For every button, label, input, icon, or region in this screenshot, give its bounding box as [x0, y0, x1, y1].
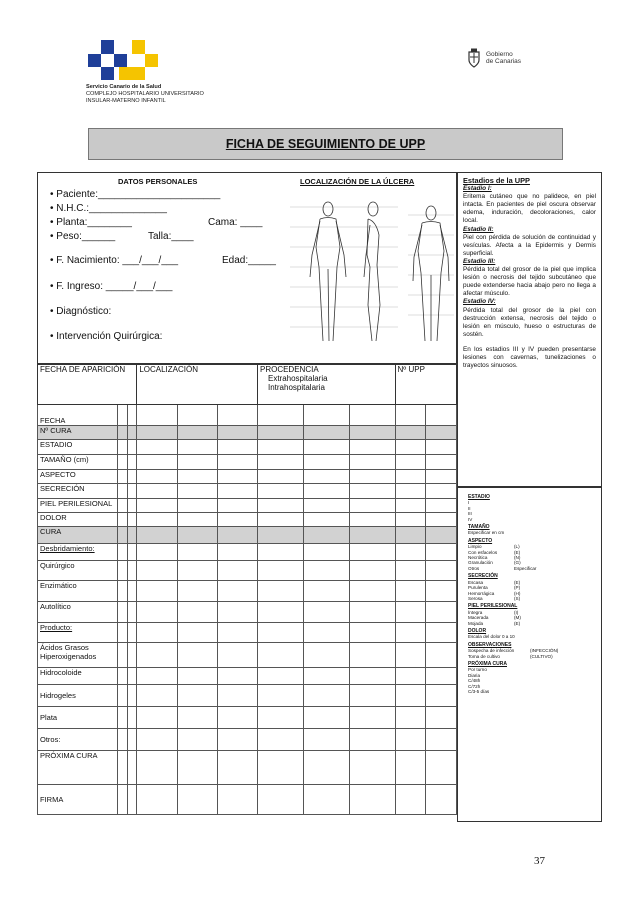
entry-cell[interactable]	[127, 426, 137, 440]
entry-cell[interactable]	[127, 544, 137, 561]
entry-cell[interactable]	[217, 668, 257, 685]
entry-cell[interactable]	[349, 470, 395, 484]
entry-cell[interactable]	[349, 729, 395, 751]
entry-cell[interactable]	[127, 455, 137, 470]
entry-cell[interactable]	[118, 668, 128, 685]
entry-cell[interactable]	[217, 685, 257, 707]
entry-cell[interactable]	[217, 581, 257, 602]
entry-cell[interactable]	[177, 513, 217, 527]
entry-cell[interactable]	[303, 668, 349, 685]
entry-cell[interactable]	[118, 440, 128, 455]
table-row	[38, 405, 457, 426]
entry-cell[interactable]	[137, 484, 177, 499]
entry-cell[interactable]	[137, 405, 177, 426]
entry-cell[interactable]	[395, 426, 426, 440]
table-row	[38, 470, 457, 484]
entry-cell[interactable]	[127, 729, 137, 751]
entry-cell[interactable]	[303, 455, 349, 470]
row-label: Quirúrgico	[38, 561, 118, 581]
entry-cell[interactable]	[217, 426, 257, 440]
entry-cell[interactable]	[137, 785, 177, 815]
entry-cell[interactable]	[127, 785, 137, 815]
row-label: ASPECTO	[38, 470, 118, 484]
table-row	[38, 729, 457, 751]
entry-cell[interactable]	[127, 440, 137, 455]
entry-cell[interactable]	[257, 484, 303, 499]
row-label: FIRMA	[38, 785, 118, 815]
entry-cell[interactable]	[395, 668, 426, 685]
entry-cell[interactable]	[127, 623, 137, 643]
entry-cell[interactable]	[217, 729, 257, 751]
header-procedencia[interactable]: PROCEDENCIA Extrahospitalaria Intrahospitalaria	[257, 365, 395, 405]
table-row	[38, 544, 457, 561]
entry-cell[interactable]	[349, 544, 395, 561]
row-label: PIEL PERILESIONAL	[38, 499, 118, 513]
entry-cell[interactable]	[137, 602, 177, 623]
table-row	[38, 484, 457, 499]
entry-cell[interactable]	[118, 729, 128, 751]
row-label: Producto:	[38, 623, 118, 643]
entry-cell[interactable]	[118, 426, 128, 440]
entry-cell[interactable]	[303, 405, 349, 426]
entry-cell[interactable]	[395, 470, 426, 484]
entry-cell[interactable]	[349, 602, 395, 623]
entry-cell[interactable]	[177, 685, 217, 707]
stages-box: Estadios de la UPP Estadio I: Eritema cutáneo que no palidece, en piel intacta. En pacientes de piel oscura observar edema, induración, decoloraciones, calor local. Estadio II: Piel con pérdida de solución de continuidad y vesículas. Afecta a la Epidermis y Dermis superficial. Estadio III: Pérdida total del grosor de la piel que implica lesión o necrosis del tejido subcutáneo que puede extenderse hacia abajo pero no llega a afectar músculo. Estadio IV: Pérdida total del grosor de la piel con destrucción extensa, necrosis del tejido o lesión en músculo, hueso o estructuras de sostén. En los estadios III y IV pueden presentarse lesiones con cavernas, tunelizaciones o trayectos sinuosos.	[457, 172, 602, 487]
field-diagnostico[interactable]: • Diagnóstico:	[50, 306, 112, 317]
entry-cell[interactable]	[127, 685, 137, 707]
organization-name: Servicio Canario de la Salud COMPLEJO HOSPITALARIO UNIVERSITARIO INSULAR-MATERNO INFANTIL	[86, 84, 204, 104]
entry-cell[interactable]	[118, 643, 128, 668]
table-row	[38, 668, 457, 685]
field-cama[interactable]: Cama: ____	[208, 217, 263, 228]
row-label: CURA	[38, 527, 118, 544]
entry-cell[interactable]	[137, 581, 177, 602]
entry-cell[interactable]	[217, 527, 257, 544]
entry-cell[interactable]	[177, 561, 217, 581]
entry-cell[interactable]	[177, 785, 217, 815]
row-label: Nº CURA	[38, 426, 118, 440]
table-row	[38, 685, 457, 707]
field-peso[interactable]: • Peso:______	[50, 231, 116, 242]
row-label: Ácidos Grasos Hiperoxigenados	[38, 643, 118, 668]
entry-cell[interactable]	[257, 426, 303, 440]
entry-cell[interactable]	[395, 499, 426, 513]
entry-cell[interactable]	[127, 499, 137, 513]
entry-cell[interactable]	[177, 751, 217, 785]
entry-cell[interactable]	[217, 405, 257, 426]
row-label: Autolítico	[38, 602, 118, 623]
entry-cell[interactable]	[426, 581, 457, 602]
entry-cell[interactable]	[303, 499, 349, 513]
table-row	[38, 643, 457, 668]
entry-cell[interactable]	[349, 513, 395, 527]
entry-cell[interactable]	[426, 602, 457, 623]
entry-cell[interactable]	[395, 751, 426, 785]
entry-cell[interactable]	[395, 602, 426, 623]
entry-cell[interactable]	[257, 581, 303, 602]
entry-cell[interactable]	[426, 405, 457, 426]
page-number: 37	[534, 855, 545, 867]
entry-cell[interactable]	[177, 440, 217, 455]
entry-cell[interactable]	[395, 561, 426, 581]
entry-cell[interactable]	[127, 405, 137, 426]
entry-cell[interactable]	[257, 685, 303, 707]
entry-cell[interactable]	[349, 440, 395, 455]
entry-cell[interactable]	[303, 643, 349, 668]
field-ingreso[interactable]: • F. Ingreso: _____/___/___	[50, 281, 173, 292]
table-row	[38, 581, 457, 602]
body-back-figure	[413, 206, 449, 341]
entry-cell[interactable]	[177, 729, 217, 751]
entry-cell[interactable]	[257, 455, 303, 470]
entry-cell[interactable]	[395, 623, 426, 643]
entry-cell[interactable]	[395, 484, 426, 499]
entry-cell[interactable]	[426, 729, 457, 751]
table-header-row	[38, 365, 457, 405]
entry-cell[interactable]	[137, 751, 177, 785]
entry-cell[interactable]	[137, 527, 177, 544]
entry-cell[interactable]	[426, 513, 457, 527]
entry-cell[interactable]	[137, 440, 177, 455]
entry-cell[interactable]	[426, 643, 457, 668]
entry-cell[interactable]	[303, 602, 349, 623]
entry-cell[interactable]	[349, 785, 395, 815]
entry-cell[interactable]	[349, 561, 395, 581]
entry-cell[interactable]	[349, 499, 395, 513]
entry-cell[interactable]	[118, 527, 128, 544]
table-row	[38, 527, 457, 544]
entry-cell[interactable]	[217, 707, 257, 729]
entry-cell[interactable]	[118, 707, 128, 729]
entry-cell[interactable]	[257, 643, 303, 668]
entry-cell[interactable]	[177, 643, 217, 668]
entry-cell[interactable]	[217, 602, 257, 623]
entry-cell[interactable]	[118, 581, 128, 602]
field-nhc[interactable]: • N.H.C.:______________	[50, 203, 167, 214]
entry-cell[interactable]	[127, 751, 137, 785]
entry-cell[interactable]	[137, 729, 177, 751]
entry-cell[interactable]	[426, 426, 457, 440]
entry-cell[interactable]	[349, 685, 395, 707]
entry-cell[interactable]	[118, 602, 128, 623]
entry-cell[interactable]	[426, 561, 457, 581]
entry-cell[interactable]	[426, 470, 457, 484]
entry-cell[interactable]	[257, 440, 303, 455]
entry-cell[interactable]	[395, 440, 426, 455]
entry-cell[interactable]	[177, 602, 217, 623]
body-diagram[interactable]	[288, 195, 456, 345]
entry-cell[interactable]	[137, 668, 177, 685]
header-num-upp[interactable]: Nº UPP	[395, 365, 456, 405]
entry-cell[interactable]	[303, 527, 349, 544]
entry-cell[interactable]	[118, 785, 128, 815]
entry-cell[interactable]	[426, 440, 457, 455]
entry-cell[interactable]	[303, 707, 349, 729]
entry-cell[interactable]	[137, 561, 177, 581]
entry-cell[interactable]	[349, 751, 395, 785]
field-nacimiento[interactable]: • F. Nacimiento: ___/___/___	[50, 255, 179, 266]
entry-cell[interactable]	[303, 685, 349, 707]
entry-cell[interactable]	[257, 602, 303, 623]
table-row	[38, 561, 457, 581]
entry-cell[interactable]	[303, 513, 349, 527]
entry-cell[interactable]	[137, 455, 177, 470]
field-talla[interactable]: Talla:____	[148, 231, 194, 242]
entry-cell[interactable]	[217, 561, 257, 581]
table-row	[38, 602, 457, 623]
row-label: SECRECIÓN	[38, 484, 118, 499]
entry-cell[interactable]	[349, 455, 395, 470]
entry-cell[interactable]	[426, 527, 457, 544]
entry-cell[interactable]	[426, 499, 457, 513]
entry-cell[interactable]	[118, 623, 128, 643]
entry-cell[interactable]	[395, 544, 426, 561]
entry-cell[interactable]	[349, 527, 395, 544]
entry-cell[interactable]	[426, 707, 457, 729]
entry-cell[interactable]	[217, 623, 257, 643]
entry-cell[interactable]	[257, 527, 303, 544]
entry-cell[interactable]	[118, 470, 128, 484]
table-row	[38, 751, 457, 785]
entry-cell[interactable]	[127, 527, 137, 544]
row-label: Otros:	[38, 729, 118, 751]
entry-cell[interactable]	[177, 527, 217, 544]
entry-cell[interactable]	[257, 707, 303, 729]
header-fecha-aparicion[interactable]: FECHA DE APARICIÓN	[38, 365, 137, 405]
entry-cell[interactable]	[303, 426, 349, 440]
entry-cell[interactable]	[303, 470, 349, 484]
body-front-figure	[310, 202, 346, 341]
entry-cell[interactable]	[395, 405, 426, 426]
row-label: DOLOR	[38, 513, 118, 527]
entry-cell[interactable]	[177, 544, 217, 561]
entry-cell[interactable]	[127, 513, 137, 527]
table-row	[38, 455, 457, 470]
entry-cell[interactable]	[303, 785, 349, 815]
entry-cell[interactable]	[217, 455, 257, 470]
entry-cell[interactable]	[217, 513, 257, 527]
entry-cell[interactable]	[137, 470, 177, 484]
personal-heading: DATOS PERSONALES	[118, 177, 198, 186]
entry-cell[interactable]	[395, 729, 426, 751]
entry-cell[interactable]	[127, 484, 137, 499]
entry-cell[interactable]	[137, 426, 177, 440]
entry-cell[interactable]	[303, 484, 349, 499]
entry-cell[interactable]	[127, 707, 137, 729]
entry-cell[interactable]	[349, 707, 395, 729]
row-label: Hidrocoloide	[38, 668, 118, 685]
entry-cell[interactable]	[177, 499, 217, 513]
entry-cell[interactable]	[177, 470, 217, 484]
legend-box: ESTADIO I II III IV TAMAÑO Especificar en cm ASPECTO Limpio (L) Con esfacelos (E) Necrótica (N) Granulación (G) Otros Especificar SECRECIÓN Escasa (E) Purulenta (P) Hemorrágica (H) Serosa (S) PIEL PERILESIONAL Íntegra (I) Macerada (M) Mojada (E) DOLOR Escala del dolor 0 a 10 OBSERVACIONES Sospecha de infección (INFECCIÓN) Toma de cultivo (CULTIVO) PRÓXIMA CURA Por turno Diaria C/48h C/72h C/3-5 días	[457, 487, 602, 822]
entry-cell[interactable]	[177, 707, 217, 729]
entry-cell[interactable]	[395, 581, 426, 602]
entry-cell[interactable]	[127, 602, 137, 623]
entry-cell[interactable]	[257, 751, 303, 785]
entry-cell[interactable]	[257, 544, 303, 561]
entry-cell[interactable]	[395, 527, 426, 544]
table-row	[38, 785, 457, 815]
entry-cell[interactable]	[177, 426, 217, 440]
table-row	[38, 499, 457, 513]
entry-cell[interactable]	[118, 685, 128, 707]
entry-cell[interactable]	[395, 513, 426, 527]
entry-cell[interactable]	[349, 643, 395, 668]
entry-cell[interactable]	[217, 484, 257, 499]
entry-cell[interactable]	[303, 561, 349, 581]
entry-cell[interactable]	[137, 685, 177, 707]
gobierno-logo: Gobierno de Canarias	[466, 48, 521, 68]
entry-cell[interactable]	[137, 513, 177, 527]
entry-cell[interactable]	[426, 785, 457, 815]
entry-cell[interactable]	[118, 561, 128, 581]
entry-cell[interactable]	[395, 455, 426, 470]
follow-up-table	[37, 364, 457, 815]
entry-cell[interactable]	[257, 405, 303, 426]
entry-cell[interactable]	[118, 499, 128, 513]
page-title: FICHA DE SEGUIMIENTO DE UPP	[225, 137, 426, 151]
entry-cell[interactable]	[257, 499, 303, 513]
row-label: PRÓXIMA CURA	[38, 751, 118, 785]
entry-cell[interactable]	[177, 405, 217, 426]
entry-cell[interactable]	[177, 455, 217, 470]
field-intervencion[interactable]: • Intervención Quirúrgica:	[50, 331, 163, 342]
table-row	[38, 440, 457, 455]
entry-cell[interactable]	[217, 440, 257, 455]
entry-cell[interactable]	[118, 544, 128, 561]
entry-cell[interactable]	[217, 544, 257, 561]
entry-cell[interactable]	[395, 643, 426, 668]
entry-cell[interactable]	[303, 440, 349, 455]
field-planta[interactable]: • Planta:________	[50, 217, 132, 228]
entry-cell[interactable]	[217, 751, 257, 785]
body-side-figure	[364, 202, 380, 341]
entry-cell[interactable]	[303, 623, 349, 643]
table-row	[38, 513, 457, 527]
entry-cell[interactable]	[426, 751, 457, 785]
entry-cell[interactable]	[118, 455, 128, 470]
entry-cell[interactable]	[349, 484, 395, 499]
entry-cell[interactable]	[349, 623, 395, 643]
entry-cell[interactable]	[118, 484, 128, 499]
entry-cell[interactable]	[217, 785, 257, 815]
entry-cell[interactable]	[217, 499, 257, 513]
row-label: TAMAÑO (cm)	[38, 455, 118, 470]
entry-cell[interactable]	[177, 623, 217, 643]
title-bar	[88, 128, 563, 160]
entry-cell[interactable]	[426, 544, 457, 561]
row-label: FECHA	[38, 405, 118, 426]
entry-cell[interactable]	[426, 685, 457, 707]
stages-title: Estadios de la UPP	[463, 176, 530, 185]
entry-cell[interactable]	[127, 643, 137, 668]
row-label: Desbridamiento:	[38, 544, 118, 561]
entry-cell[interactable]	[217, 470, 257, 484]
entry-cell[interactable]	[118, 405, 128, 426]
entry-cell[interactable]	[303, 751, 349, 785]
entry-cell[interactable]	[118, 751, 128, 785]
table-row	[38, 707, 457, 729]
entry-cell[interactable]	[177, 581, 217, 602]
entry-cell[interactable]	[127, 668, 137, 685]
entry-cell[interactable]	[349, 668, 395, 685]
entry-cell[interactable]	[426, 668, 457, 685]
entry-cell[interactable]	[137, 643, 177, 668]
entry-cell[interactable]	[303, 581, 349, 602]
coat-of-arms-icon	[466, 48, 482, 68]
table-row	[38, 623, 457, 643]
entry-cell[interactable]	[127, 581, 137, 602]
entry-cell[interactable]	[426, 484, 457, 499]
entry-cell[interactable]	[177, 668, 217, 685]
entry-cell[interactable]	[426, 455, 457, 470]
entry-cell[interactable]	[303, 729, 349, 751]
entry-cell[interactable]	[349, 581, 395, 602]
header-localizacion[interactable]: LOCALIZACIÓN	[137, 365, 258, 405]
location-heading: LOCALIZACIÓN DE LA ÚLCERA	[300, 177, 415, 186]
entry-cell[interactable]	[137, 499, 177, 513]
entry-cell[interactable]	[395, 707, 426, 729]
entry-cell[interactable]	[426, 623, 457, 643]
entry-cell[interactable]	[177, 484, 217, 499]
entry-cell[interactable]	[118, 513, 128, 527]
row-label: Plata	[38, 707, 118, 729]
entry-cell[interactable]	[257, 668, 303, 685]
entry-cell[interactable]	[349, 405, 395, 426]
entry-cell[interactable]	[137, 707, 177, 729]
row-label: ESTADIO	[38, 440, 118, 455]
entry-cell[interactable]	[349, 426, 395, 440]
personal-data-section	[37, 172, 457, 364]
entry-cell[interactable]	[257, 729, 303, 751]
row-label: Hidrogeles	[38, 685, 118, 707]
row-label: Enzimático	[38, 581, 118, 602]
field-edad[interactable]: Edad:_____	[222, 255, 276, 266]
entry-cell[interactable]	[303, 544, 349, 561]
entry-cell[interactable]	[257, 513, 303, 527]
entry-cell[interactable]	[257, 785, 303, 815]
field-paciente[interactable]: • Paciente:______________________	[50, 189, 221, 200]
entry-cell[interactable]	[257, 470, 303, 484]
entry-cell[interactable]	[257, 623, 303, 643]
entry-cell[interactable]	[127, 470, 137, 484]
entry-cell[interactable]	[127, 561, 137, 581]
entry-cell[interactable]	[137, 544, 177, 561]
table-row	[38, 426, 457, 440]
entry-cell[interactable]	[395, 785, 426, 815]
entry-cell[interactable]	[217, 643, 257, 668]
entry-cell[interactable]	[395, 685, 426, 707]
entry-cell[interactable]	[137, 623, 177, 643]
entry-cell[interactable]	[257, 561, 303, 581]
